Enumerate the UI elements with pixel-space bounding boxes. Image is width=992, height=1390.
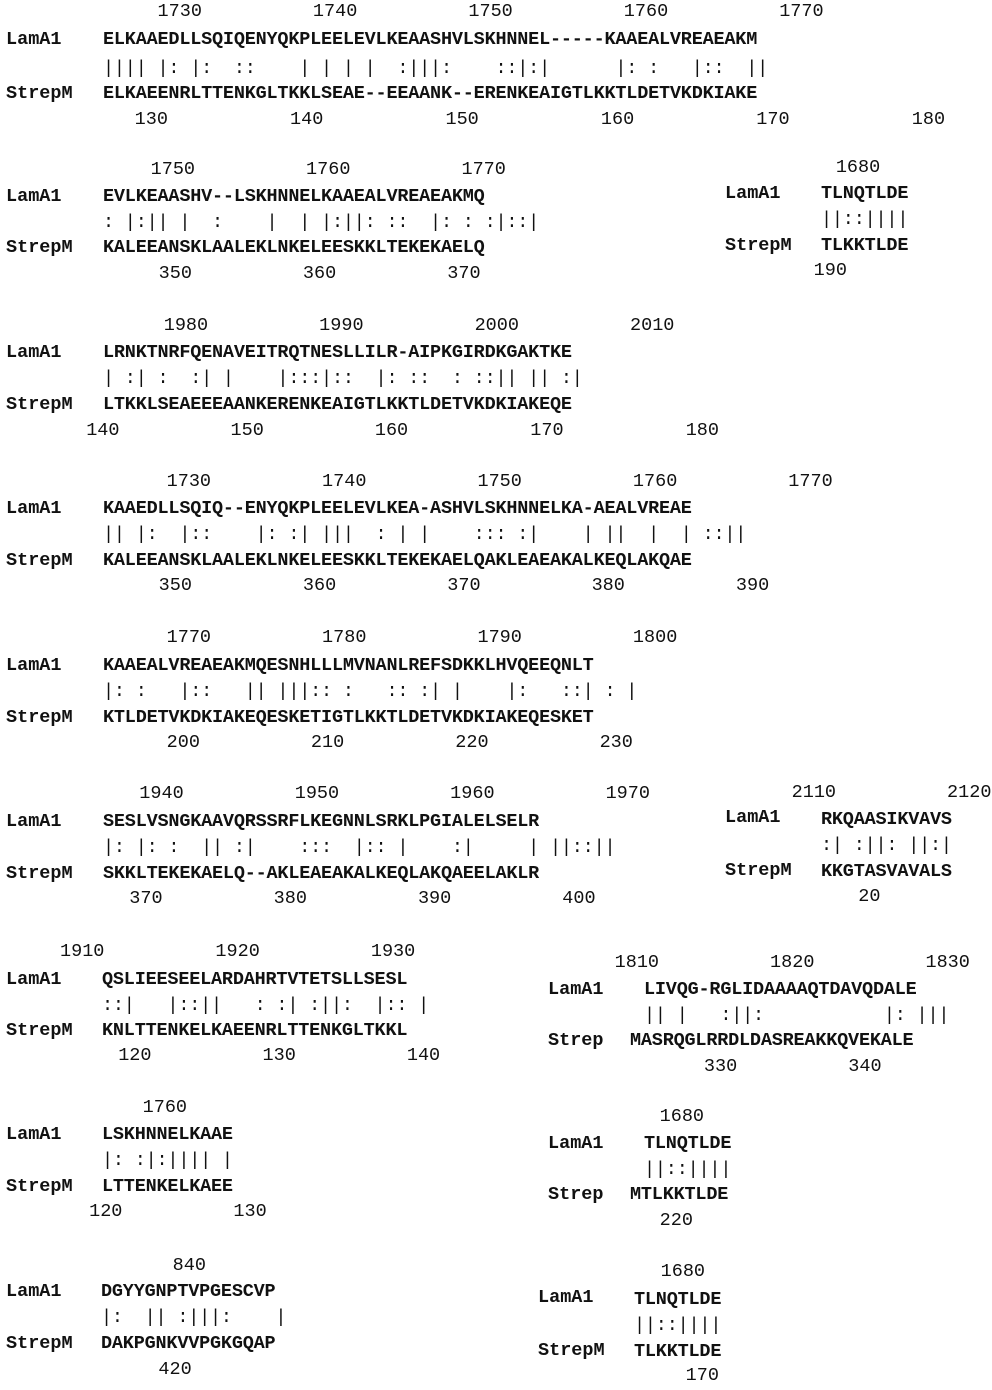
top-position-numbers: 1910 1920 1930 [60, 941, 416, 962]
bottom-position-numbers: 120 130 140 [96, 1045, 441, 1066]
strepm-label: StrepM [6, 707, 73, 728]
strepm-sequence: ELKAEENRLTTENKGLTKKLSEAE--EEAANK--ERENKEAIGTLKKTLDETVKDKIAKE [103, 83, 758, 104]
top-position-numbers: 2110 2120 [725, 782, 992, 803]
alignment-block [6, 628, 766, 758]
lama1-sequence: LIVQG-RGLIDAAAAQTDAVQDALE [644, 979, 917, 1000]
bottom-position-numbers: 370 380 390 400 [96, 888, 596, 909]
lama1-label: LamA1 [548, 1133, 604, 1154]
top-position-numbers: 1680 [594, 1261, 706, 1282]
lama1-sequence: LSKHNNELKAAE [102, 1124, 233, 1145]
lama1-sequence: LRNKTNRFQENAVEITRQTNESLLILR-AIPKGIRDKGAKTKE [103, 342, 572, 363]
bottom-position-numbers: 420 [114, 1359, 192, 1380]
bottom-position-numbers: 170 [619, 1365, 719, 1386]
bottom-position-numbers: 220 [593, 1210, 693, 1231]
strepm-label: StrepM [725, 860, 792, 881]
strepm-sequence: KALEEANSKLAALEKLNKELEESKKLTEKEKAELQ [103, 237, 485, 258]
match-line: |: : |:: || |||:: : :: :| | |: ::| : | [103, 681, 638, 702]
strepm-sequence: LTKKLSEAEEEAANKERENKEAIGTLKKTLDETVKDKIAKEQE [103, 394, 572, 415]
alignment-block [548, 953, 988, 1083]
lama1-label: LamA1 [6, 811, 62, 832]
lama1-sequence: RKQAASIKVAVS [821, 809, 952, 830]
strepm-label: StrepM [6, 1333, 73, 1354]
match-line: ||::|||| [634, 1315, 722, 1336]
match-line: :| :||: ||:| [821, 835, 952, 856]
alignment-block [538, 1262, 798, 1387]
lama1-label: LamA1 [6, 29, 62, 50]
lama1-sequence: QSLIEESEELARDAHRTVTETSLLSESL [102, 969, 408, 990]
strepm-label: StrepM [6, 1176, 73, 1197]
strepm-label: StrepM [6, 394, 73, 415]
match-line: |: |: : || :| ::: |:: | :| | ||::|| [103, 837, 616, 858]
lama1-sequence: TLNQTLDE [821, 183, 909, 204]
bottom-position-numbers: 130 140 150 160 170 180 [68, 109, 946, 130]
strep-label: Strep [548, 1030, 604, 1051]
strepm-sequence: KKGTASVAVALS [821, 861, 952, 882]
lama1-sequence: SESLVSNGKAAVQRSSRFLKEGNNLSRKLPGIALELSELR [103, 811, 540, 832]
lama1-sequence: EVLKEAASHV--LSKHNNELKAAEALVREAEAKMQ [103, 186, 485, 207]
lama1-sequence: KAAEDLLSQIQ--ENYQKPLEELEVLKEA-ASHVLSKHNNELKA-AEALVREAE [103, 498, 692, 519]
alignment-block [6, 472, 886, 602]
top-position-numbers: 1680 [747, 157, 881, 178]
lama1-label: LamA1 [6, 186, 62, 207]
strep-sequence: MTLKKTLDE [630, 1184, 729, 1205]
strepm-label: StrepM [6, 863, 73, 884]
bottom-position-numbers: 190 [747, 260, 847, 281]
strepm-sequence: KTLDETVKDKIAKEQESKETIGTLKKTLDETVKDKIAKEQESKET [103, 707, 594, 728]
lama1-sequence: KAAEALVREAEAKMQESNHLLLMVNANLREFSDKKLHVQEEQNLT [103, 655, 594, 676]
lama1-label: LamA1 [6, 1281, 62, 1302]
top-position-numbers: 840 [106, 1255, 206, 1276]
alignment-block [6, 1256, 426, 1386]
match-line: | :| : :| | |:::|:: |: :: : ::|| || :| [103, 368, 583, 389]
strep-label: Strep [548, 1184, 604, 1205]
lama1-label: LamA1 [538, 1287, 594, 1308]
alignment-block [6, 1098, 326, 1228]
bottom-position-numbers: 350 360 370 380 390 [92, 575, 770, 596]
match-line: ||::|||| [821, 209, 909, 230]
top-position-numbers: 1810 1820 1830 [548, 952, 970, 973]
top-position-numbers: 1940 1950 1960 1970 [106, 783, 650, 804]
bottom-position-numbers: 120 130 [78, 1201, 267, 1222]
top-position-numbers: 1750 1760 1770 [84, 159, 506, 180]
alignment-block [725, 158, 985, 288]
lama1-sequence: TLNQTLDE [644, 1133, 732, 1154]
top-position-numbers: 1730 1740 1750 1760 1770 [100, 471, 833, 492]
strepm-sequence: SKKLTEKEKAELQ--AKLEAEAKALKEQLAKQAEELAKLR [103, 863, 540, 884]
bottom-position-numbers: 350 360 370 [92, 263, 481, 284]
strepm-label: StrepM [538, 1340, 605, 1361]
strepm-sequence: TLKKTLDE [821, 235, 909, 256]
top-position-numbers: 1770 1780 1790 1800 [100, 627, 678, 648]
match-line: |: :|:|||| | [102, 1150, 233, 1171]
lama1-label: LamA1 [6, 969, 62, 990]
match-line: || |: |:: |: :| ||| : | | ::: :| | || | | ::|| [103, 524, 747, 545]
alignment-block [6, 784, 706, 914]
alignment-block [6, 316, 766, 446]
strep-sequence: MASRQGLRRDLDASREAKKQVEKALE [630, 1030, 914, 1051]
alignment-block [548, 1107, 808, 1237]
bottom-position-numbers: 330 340 [604, 1056, 882, 1077]
lama1-label: LamA1 [6, 342, 62, 363]
top-position-numbers: 1680 [593, 1106, 705, 1127]
alignment-block [6, 2, 986, 132]
lama1-label: LamA1 [725, 183, 781, 204]
strepm-sequence: KALEEANSKLAALEKLNKELEESKKLTEKEKAELQAKLEAEAKALKEQLAKQAE [103, 550, 692, 571]
strepm-sequence: LTTENKELKAEE [102, 1176, 233, 1197]
strepm-label: StrepM [6, 550, 73, 571]
match-line: ||::|||| [644, 1159, 732, 1180]
bottom-position-numbers: 20 [825, 886, 881, 907]
strepm-sequence: KNLTTENKELKAEENRLTTENKGLTKKL [102, 1020, 408, 1041]
match-line: |||| |: |: :: | | | | :|||: ::|:| |: : |:: || [103, 58, 769, 79]
match-line: |: || :|||: | [101, 1307, 287, 1328]
top-position-numbers: 1760 [76, 1097, 188, 1118]
match-line: ::| |::|| : :| :||: |:: | [102, 995, 430, 1016]
lama1-sequence: DGYYGNPTVPGESCVP [101, 1281, 276, 1302]
bottom-position-numbers: 140 150 160 170 180 [64, 420, 720, 441]
lama1-sequence: TLNQTLDE [634, 1289, 722, 1310]
strepm-label: StrepM [6, 83, 73, 104]
lama1-label: LamA1 [725, 807, 781, 828]
bottom-position-numbers: 200 210 220 230 [100, 732, 633, 753]
lama1-label: LamA1 [548, 979, 604, 1000]
top-position-numbers: 1980 1990 2000 2010 [86, 315, 675, 336]
strepm-sequence: TLKKTLDE [634, 1341, 722, 1362]
lama1-sequence: ELKAAEDLLSQIQENYQKPLEELEVLKEAASHVLSKHNNEL-----KAAEALVREAEAKM [103, 29, 758, 50]
strepm-label: StrepM [6, 1020, 73, 1041]
match-line: || | :||: |: ||| [644, 1005, 950, 1026]
top-position-numbers: 1730 1740 1750 1760 1770 [102, 1, 824, 22]
alignment-block [6, 160, 706, 290]
alignment-block [725, 783, 990, 913]
strepm-label: StrepM [725, 235, 792, 256]
alignment-block [6, 942, 526, 1072]
strepm-sequence: DAKPGNKVVPGKGQAP [101, 1333, 276, 1354]
match-line: : |:|| | : | | |:||: :: |: : :|::| [103, 212, 540, 233]
lama1-label: LamA1 [6, 498, 62, 519]
lama1-label: LamA1 [6, 1124, 62, 1145]
lama1-label: LamA1 [6, 655, 62, 676]
strepm-label: StrepM [6, 237, 73, 258]
